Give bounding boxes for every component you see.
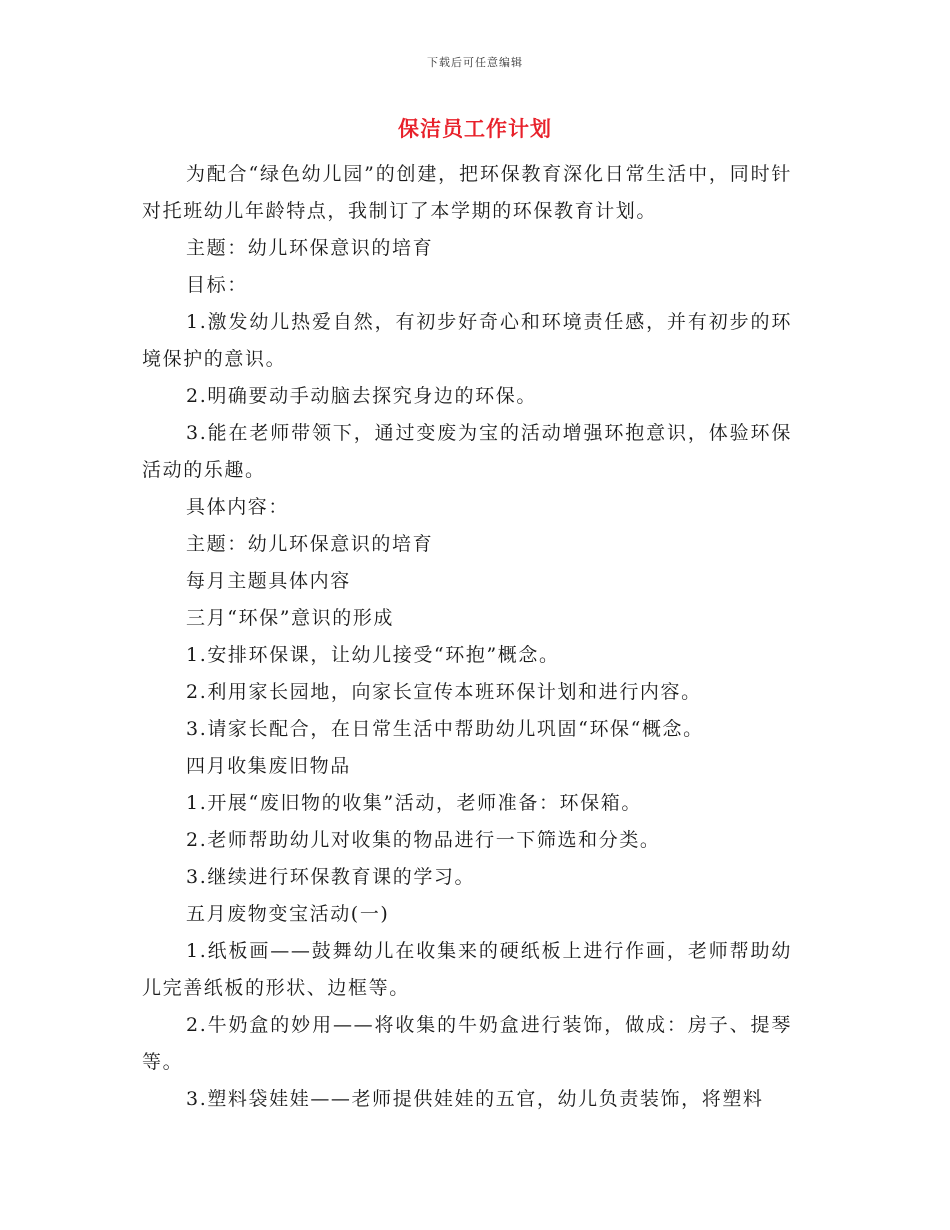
paragraph-goals-heading: 目标： bbox=[186, 274, 248, 296]
paragraph-theme-repeat: 主题：幼儿环保意识的培育 bbox=[186, 533, 434, 555]
document-title: 保洁员工作计划 bbox=[398, 116, 552, 141]
paragraph-march-item-1: 1.安排环保课，让幼儿接受“环抱”概念。 bbox=[186, 644, 560, 666]
paragraph-theme: 主题：幼儿环保意识的培育 bbox=[186, 237, 434, 259]
paragraph-april-heading: 四月收集废旧物品 bbox=[186, 755, 351, 777]
paragraph-goal-2: 2.明确要动手动脑去探究身边的环保。 bbox=[186, 385, 537, 407]
paragraph-april-item-3: 3.继续进行环保教育课的学习。 bbox=[186, 866, 476, 888]
paragraph-march-item-3: 3.请家长配合，在日常生活中帮助幼儿巩固“环保“概念。 bbox=[186, 718, 704, 740]
paragraph-april-item-1: 1.开展“废旧物的收集”活动，老师准备：环保箱。 bbox=[186, 792, 642, 814]
paragraph-may-item-3: 3.塑料袋娃娃——老师提供娃娃的五官，幼儿负责装饰，将塑料 bbox=[186, 1088, 764, 1110]
paragraph-content-heading: 具体内容： bbox=[186, 496, 290, 518]
paragraph-goal-3: 3.能在老师带领下，通过变废为宝的活动增强环抱意识，体验环保活动的乐趣。 bbox=[142, 422, 792, 481]
paragraph-intro: 为配合“绿色幼儿园”的创建，把环保教育深化日常生活中，同时针对托班幼儿年龄特点，我制订了本学期的环保教育计划。 bbox=[142, 163, 792, 222]
paragraph-goal-1: 1.激发幼儿热爱自然，有初步好奇心和环境责任感，并有初步的环境保护的意识。 bbox=[142, 311, 792, 370]
document-body bbox=[142, 156, 792, 1118]
paragraph-may-heading: 五月废物变宝活动(一) bbox=[186, 903, 390, 925]
paragraph-march-heading: 三月“环保”意识的形成 bbox=[186, 607, 395, 629]
paragraph-may-item-2: 2.牛奶盒的妙用——将收集的牛奶盒进行装饰，做成：房子、提琴等。 bbox=[142, 1014, 792, 1073]
paragraph-march-item-2: 2.利用家长园地，向家长宣传本班环保计划和进行内容。 bbox=[186, 681, 702, 703]
paragraph-april-item-2: 2.老师帮助幼儿对收集的物品进行一下筛选和分类。 bbox=[186, 829, 661, 851]
paragraph-monthly-heading: 每月主题具体内容 bbox=[186, 570, 351, 592]
page-header-note: 下载后可任意编辑 bbox=[427, 56, 523, 69]
paragraph-may-item-1: 1.纸板画——鼓舞幼儿在收集来的硬纸板上进行作画，老师帮助幼儿完善纸板的形状、边框等。 bbox=[142, 940, 792, 999]
